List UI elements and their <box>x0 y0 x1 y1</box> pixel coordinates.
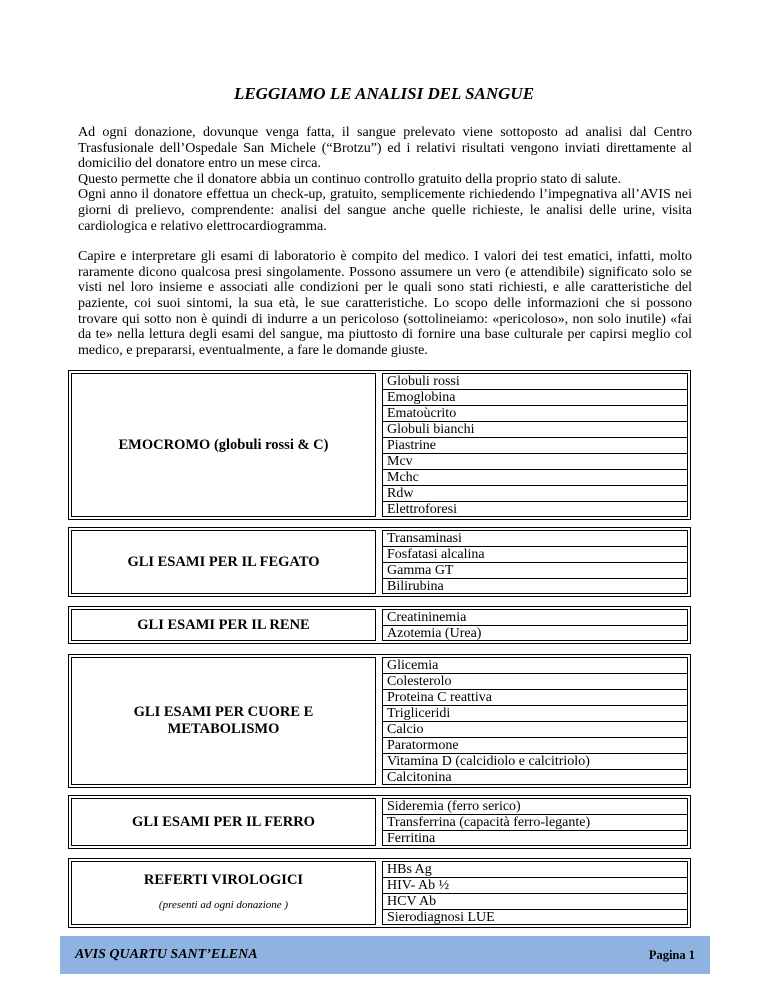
list-item: Transaminasi <box>382 530 688 546</box>
list-item: Fosfatasi alcalina <box>382 546 688 562</box>
list-item: Mchc <box>382 469 688 485</box>
section-items <box>382 530 688 594</box>
intro-paragraph-3: Ogni anno il donatore effettua un check-up, gratuito, semplicemente richiedendo l’impegnativa all’AVIS nei giorni di prelievo, comprendente: analisi del sangue anche quelle richieste, le analisi delle urine, visita cardiologica e relativo elettrocardiogramma. <box>78 187 692 234</box>
list-item: Proteina C reattiva <box>382 689 688 705</box>
list-item: Piastrine <box>382 437 688 453</box>
list-item: Bilirubina <box>382 578 688 594</box>
intro-paragraph-1: Ad ogni donazione, dovunque venga fatta, il sangue prelevato viene sottoposto ad analisi dal Centro Trasfusionale dell’Ospedale San Michele (“Brotzu”) ed i relativi risultati vengono inviati direttamente al domicilio del donatore entro un mese circa. <box>78 125 692 172</box>
list-item: Paratormone <box>382 737 688 753</box>
intro-text <box>78 125 692 358</box>
list-item: Globuli rossi <box>382 373 688 389</box>
section-heading-text: GLI ESAMI PER IL RENE <box>137 616 310 633</box>
section-rene <box>68 606 691 644</box>
section-heading <box>71 861 376 925</box>
list-item: HCV Ab <box>382 893 688 909</box>
footer-page-number: Pagina 1 <box>648 947 695 962</box>
section-heading <box>71 530 376 594</box>
list-item: Transferrina (capacità ferro-legante) <box>382 814 688 830</box>
list-item: Trigliceridi <box>382 705 688 721</box>
section-fegato <box>68 527 691 597</box>
section-items <box>382 373 688 517</box>
list-item: Gamma GT <box>382 562 688 578</box>
section-heading <box>71 798 376 846</box>
section-emocromo <box>68 370 691 520</box>
list-item: Vitamina D (calcidiolo e calcitriolo) <box>382 753 688 769</box>
list-item: Calcitonina <box>382 769 688 785</box>
list-item: Elettroforesi <box>382 501 688 517</box>
list-item: Azotemia (Urea) <box>382 625 688 641</box>
section-referti-virologici <box>68 858 691 928</box>
section-heading <box>71 657 376 785</box>
list-item: Globuli bianchi <box>382 421 688 437</box>
section-items <box>382 798 688 846</box>
list-item: Mcv <box>382 453 688 469</box>
intro-paragraph-2: Questo permette che il donatore abbia un continuo controllo gratuito della proprio stato di salute. <box>78 171 622 187</box>
section-heading-text: GLI ESAMI PER CUORE E METABOLISMO <box>133 704 314 737</box>
section-heading <box>71 373 376 517</box>
list-item: Creatininemia <box>382 609 688 625</box>
section-items <box>382 657 688 785</box>
section-cuore-metabolismo <box>68 654 691 788</box>
list-item: HBs Ag <box>382 861 688 877</box>
page-footer <box>60 936 710 974</box>
section-heading-text: REFERTI VIROLOGICI <box>143 872 304 888</box>
section-ferro <box>68 795 691 849</box>
list-item: Colesterolo <box>382 673 688 689</box>
section-items <box>382 861 688 925</box>
list-item: Sierodiagnosi LUE <box>382 909 688 925</box>
section-heading <box>71 609 376 641</box>
list-item: Rdw <box>382 485 688 501</box>
section-subheading: (presenti ad ogni donazione ) <box>158 899 289 911</box>
list-item: Ferritina <box>382 830 688 846</box>
list-item: HIV- Ab ½ <box>382 877 688 893</box>
list-item: Glicemia <box>382 657 688 673</box>
list-item: Ematoùcrito <box>382 405 688 421</box>
section-heading-text: EMOCROMO (globuli rossi & C) <box>118 436 329 453</box>
intro-paragraph-4: Capire e interpretare gli esami di laboratorio è compito del medico. I valori dei test ematici, infatti, molto raramente dicono qualcosa presi singolamente. Possono assumere un vero (e attendibile) significato solo se visti nel loro insieme e associati alle condizioni per le quali sono stati richiesti, e alle caratteristiche del paziente, coi suoi sintomi, la sua età, le sue caratteristiche. Lo scopo delle informazioni che si possono trovare qui sotto non è quindi di indurre a un pericoloso (sottolineiamo: «pericoloso», non solo inutile) «fai da te» nella lettura degli esami del sangue, ma piuttosto di fornire una base culturale per capirsi meglio col medico, e prepararsi, eventualmente, a fare le domande giuste. <box>78 249 692 358</box>
section-heading-text: GLI ESAMI PER IL FERRO <box>132 813 315 830</box>
section-heading-text: GLI ESAMI PER IL FEGATO <box>127 553 320 570</box>
page-title: LEGGIAMO LE ANALISI DEL SANGUE <box>233 84 535 103</box>
section-items <box>382 609 688 641</box>
list-item: Calcio <box>382 721 688 737</box>
list-item: Sideremia (ferro serico) <box>382 798 688 814</box>
footer-organization: AVIS QUARTU SANT’ELENA <box>75 947 258 962</box>
list-item: Emoglobina <box>382 389 688 405</box>
